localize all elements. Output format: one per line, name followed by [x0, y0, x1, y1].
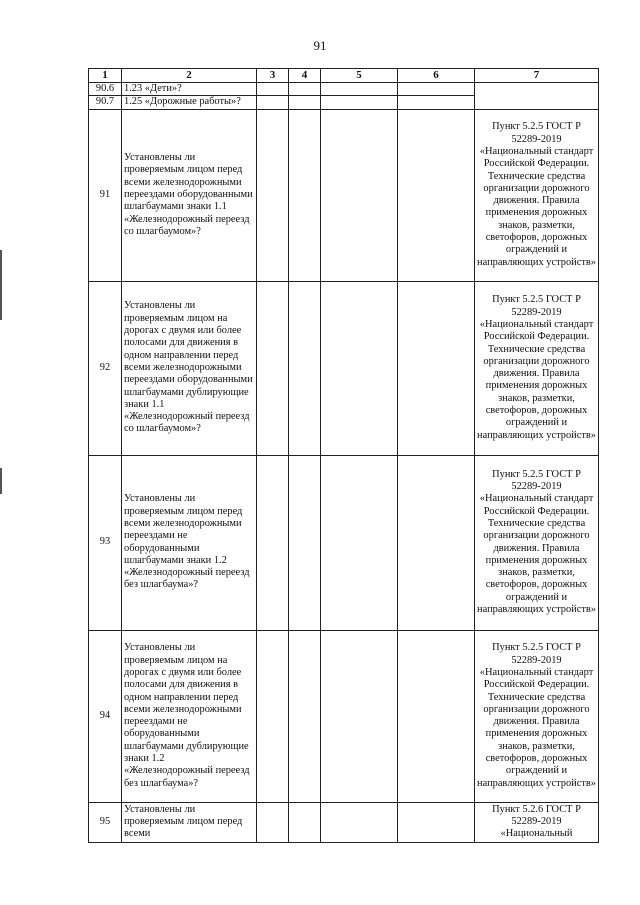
table-row [89, 83, 599, 96]
empty-cell [398, 281, 475, 455]
reference-cell: Пункт 5.2.5 ГОСТ Р 52289-2019 «Национальный стандарт Российской Федерации. Технические средства организации дорожного движения. Правила применения дорожных знаков, разметки, светофоров, дорожных ограждений и направляющих устройств» [475, 281, 599, 455]
empty-cell [289, 96, 321, 109]
empty-cell [321, 281, 398, 455]
empty-cell [398, 83, 475, 96]
empty-cell [398, 630, 475, 802]
reference-cell [475, 83, 599, 110]
row-number: 95 [89, 802, 122, 842]
table-row [89, 802, 599, 842]
question-cell: Установлены ли проверяемым лицом перед всеми железнодорожными переездами оборудованными шлагбаумами знаки 1.1 «Железнодорожный переезд со шлагбаумом»? [122, 109, 257, 281]
table-row [89, 109, 599, 281]
row-number: 90.6 [89, 83, 122, 96]
column-header: 4 [289, 69, 321, 83]
column-header: 7 [475, 69, 599, 83]
column-header: 5 [321, 69, 398, 83]
empty-cell [321, 455, 398, 630]
question-cell: Установлены ли проверяемым лицом перед всеми железнодорожными переездами не оборудованными шлагбаумами знаки 1.2 «Железнодорожный переезд без шлагбаума»? [122, 455, 257, 630]
reference-cell: Пункт 5.2.5 ГОСТ Р 52289-2019 «Национальный стандарт Российской Федерации. Технические средства организации дорожного движения. Правила применения дорожных знаков, разметки, светофоров, дорожных ограждений и направляющих устройств» [475, 455, 599, 630]
page-number: 91 [313, 38, 327, 53]
empty-cell [398, 96, 475, 109]
row-number: 94 [89, 630, 122, 802]
empty-cell [398, 109, 475, 281]
checklist-table [88, 68, 599, 843]
row-number: 90.7 [89, 96, 122, 109]
empty-cell [321, 802, 398, 842]
reference-cell: Пункт 5.2.6 ГОСТ Р 52289-2019 «Национальный [475, 802, 599, 842]
empty-cell [398, 802, 475, 842]
question-cell: Установлены ли проверяемым лицом перед всеми [122, 802, 257, 842]
question-cell: 1.25 «Дорожные работы»? [122, 96, 257, 109]
empty-cell [321, 109, 398, 281]
empty-cell [289, 83, 321, 96]
empty-cell [398, 455, 475, 630]
empty-cell [257, 109, 289, 281]
row-number: 93 [89, 455, 122, 630]
column-header: 3 [257, 69, 289, 83]
row-number: 91 [89, 109, 122, 281]
empty-cell [289, 630, 321, 802]
question-cell: Установлены ли проверяемым лицом на дорогах с двумя или более полосами для движения в одном направлении перед всеми железнодорожными переездами не оборудованными шлагбаумами дублирующие знаки 1.2 «Железнодорожный переезд без шлагбаума»? [122, 630, 257, 802]
empty-cell [257, 83, 289, 96]
question-cell: 1.23 «Дети»? [122, 83, 257, 96]
empty-cell [289, 802, 321, 842]
empty-cell [321, 83, 398, 96]
table-row [89, 281, 599, 455]
empty-cell [321, 630, 398, 802]
empty-cell [257, 630, 289, 802]
header-row [89, 69, 599, 83]
column-header: 1 [89, 69, 122, 83]
empty-cell [257, 281, 289, 455]
scan-edge-mark [0, 468, 2, 494]
table-row [89, 455, 599, 630]
column-header: 6 [398, 69, 475, 83]
question-cell: Установлены ли проверяемым лицом на дорогах с двумя или более полосами для движения в одном направлении перед всеми железнодорожными переездами оборудованными шлагбаумами дублирующие знаки 1.1 «Железнодорожный переезд со шлагбаумом»? [122, 281, 257, 455]
row-number: 92 [89, 281, 122, 455]
reference-cell: Пункт 5.2.5 ГОСТ Р 52289-2019 «Национальный стандарт Российской Федерации. Технические средства организации дорожного движения. Правила применения дорожных знаков, разметки, светофоров, дорожных ограждений и направляющих устройств» [475, 630, 599, 802]
reference-cell: Пункт 5.2.5 ГОСТ Р 52289-2019 «Национальный стандарт Российской Федерации. Технические средства организации дорожного движения. Правила применения дорожных знаков, разметки, светофоров, дорожных ограждений и направляющих устройств» [475, 109, 599, 281]
empty-cell [257, 455, 289, 630]
table-row [89, 630, 599, 802]
empty-cell [257, 802, 289, 842]
empty-cell [257, 96, 289, 109]
empty-cell [289, 455, 321, 630]
empty-cell [321, 96, 398, 109]
empty-cell [289, 281, 321, 455]
empty-cell [289, 109, 321, 281]
column-header: 2 [122, 69, 257, 83]
scan-edge-mark [0, 250, 2, 320]
